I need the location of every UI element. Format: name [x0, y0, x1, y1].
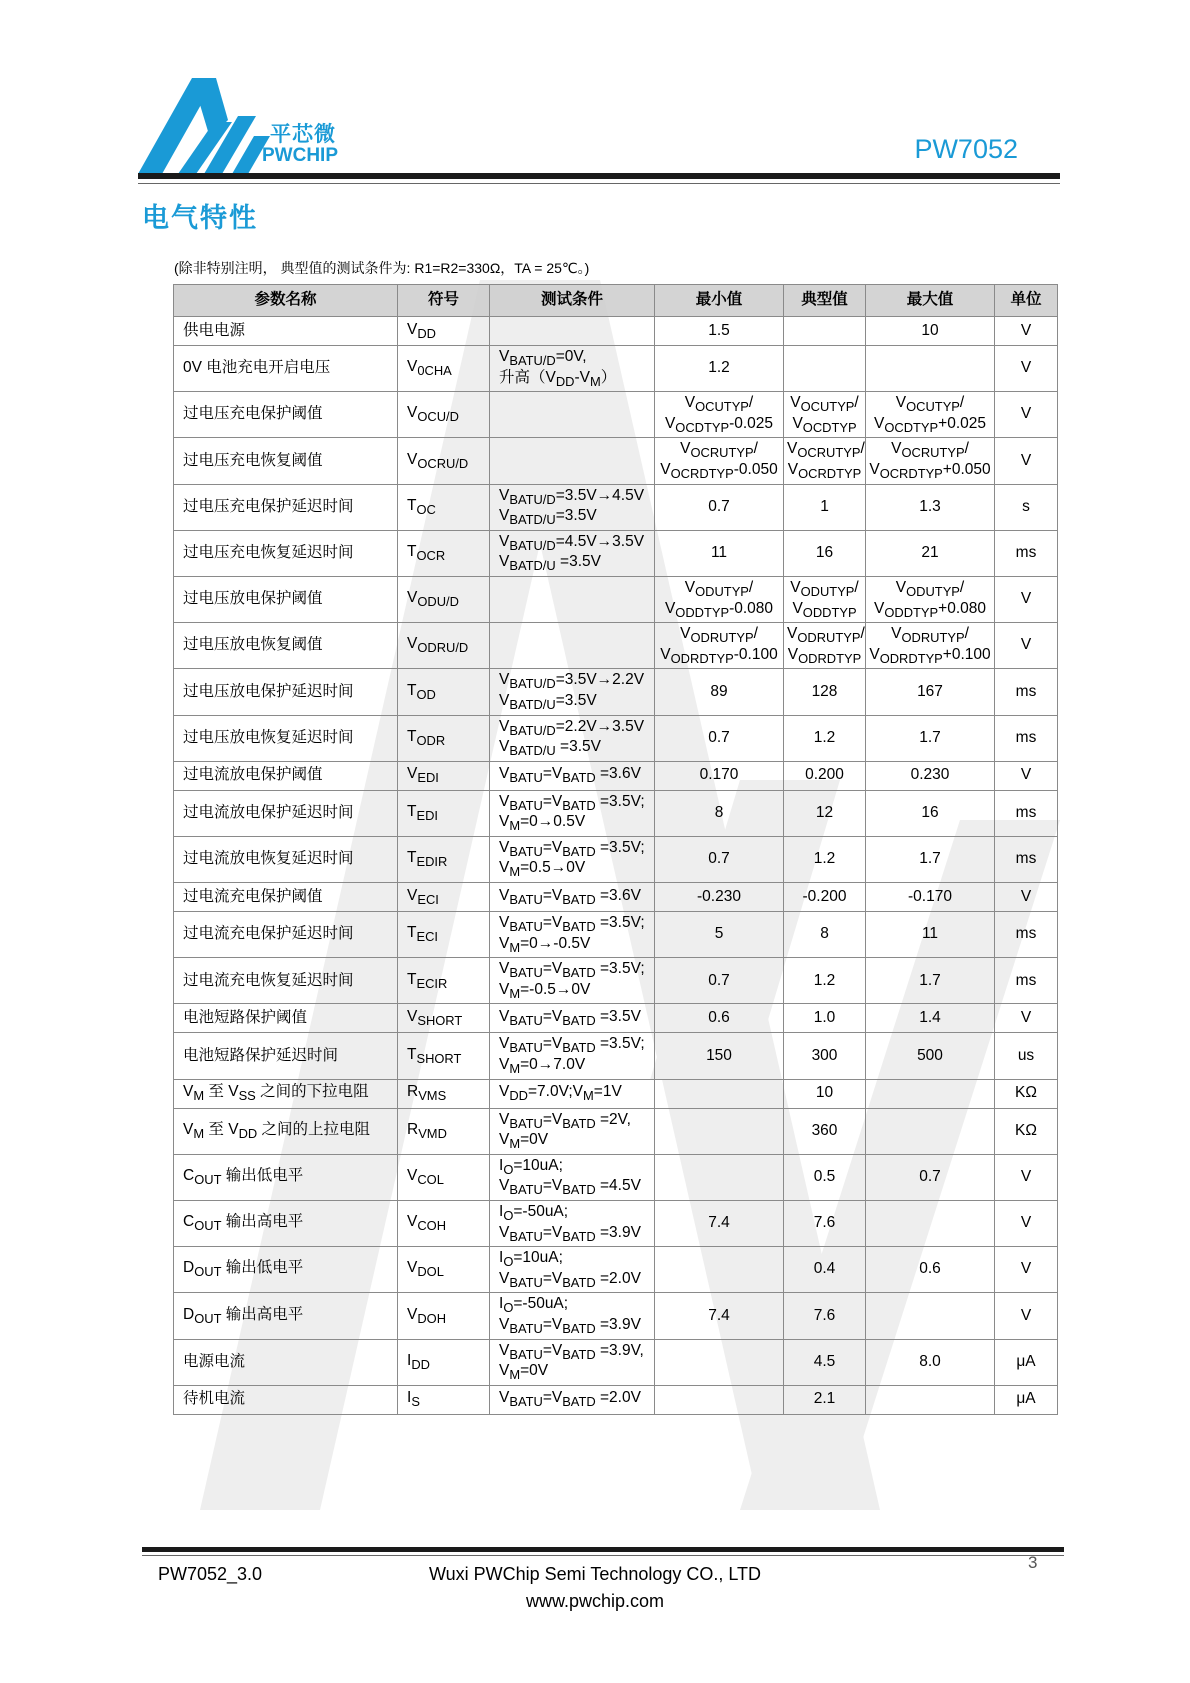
table-row	[174, 392, 1058, 438]
unit-cell: μA	[995, 1339, 1058, 1385]
table-row	[174, 1201, 1058, 1247]
table-row	[174, 346, 1058, 392]
param-name-cell: 电池短路保护延迟时间	[174, 1033, 398, 1079]
symbol-cell: $V_{OCU/D}$	[398, 392, 490, 438]
max-value-cell	[866, 1293, 995, 1339]
typ-value-cell: 10	[784, 1079, 866, 1108]
test-condition-cell: $V_{BATU}=V_{BATD} =3.5V$; $V_M=0\to 0.5V$	[490, 790, 655, 836]
table-row	[174, 1108, 1058, 1154]
typ-value-cell: 2.1	[784, 1385, 866, 1414]
min-value-cell	[655, 1108, 784, 1154]
symbol-cell: $R_{VMS}$	[398, 1079, 490, 1108]
unit-cell: ms	[995, 790, 1058, 836]
min-value-cell: 0.7	[655, 715, 784, 761]
max-value-cell: $V_{OCUTYP}/$ $V_{OCDTYP}+0.025$	[866, 392, 995, 438]
typ-value-cell: 4.5	[784, 1339, 866, 1385]
test-condition-cell	[490, 438, 655, 484]
symbol-cell: $V_{COL}$	[398, 1154, 490, 1200]
header-divider-thin	[138, 183, 1060, 184]
unit-cell: ms	[995, 669, 1058, 715]
unit-cell: V	[995, 761, 1058, 790]
max-value-cell: $V_{ODRUTYP}/$ $V_{ODRDTYP}+0.100$	[866, 623, 995, 669]
min-value-cell: 5	[655, 912, 784, 958]
table-row	[174, 761, 1058, 790]
typ-value-cell: 360	[784, 1108, 866, 1154]
param-name-cell: 0V 电池充电开启电压	[174, 346, 398, 392]
param-name-cell: 过电压放电恢复延迟时间	[174, 715, 398, 761]
table-row	[174, 1385, 1058, 1414]
param-name-cell: 过电压充电保护延迟时间	[174, 484, 398, 530]
typ-value-cell: 1.2	[784, 958, 866, 1004]
test-condition-cell: $V_{BATU}=V_{BATD} =3.5V$; $V_M=0\to 7.0V$	[490, 1033, 655, 1079]
test-condition-cell	[490, 576, 655, 622]
unit-cell: V	[995, 317, 1058, 346]
typ-value-cell: 8	[784, 912, 866, 958]
param-name-cell: $D_{OUT}$ 输出高电平	[174, 1293, 398, 1339]
test-condition-cell	[490, 317, 655, 346]
page-number: 3	[1028, 1553, 1038, 1572]
table-row	[174, 530, 1058, 576]
min-value-cell	[655, 1339, 784, 1385]
max-value-cell: -0.170	[866, 883, 995, 912]
min-value-cell: $V_{OCUTYP}/$ $V_{OCDTYP}-0.025$	[655, 392, 784, 438]
param-name-cell: $D_{OUT}$ 输出低电平	[174, 1247, 398, 1293]
typ-value-cell: 1.2	[784, 836, 866, 882]
symbol-cell: $V_{0CHA}$	[398, 346, 490, 392]
param-name-cell: $V_M$ 至 $V_{SS}$ 之间的下拉电阻	[174, 1079, 398, 1108]
test-condition-cell: $V_{BATU}=V_{BATD} =3.5V$; $V_M=-0.5\to 0V$	[490, 958, 655, 1004]
max-value-cell: 0.6	[866, 1247, 995, 1293]
test-condition-cell: $V_{BATU/D}=3.5V\to 4.5V$ $V_{BATD/U}=3.5V$	[490, 484, 655, 530]
symbol-cell: $T_{ECIR}$	[398, 958, 490, 1004]
symbol-cell: $I_{DD}$	[398, 1339, 490, 1385]
test-condition-cell: $V_{BATU}=V_{BATD} =2.0V$	[490, 1385, 655, 1414]
symbol-cell: $T_{OCR}$	[398, 530, 490, 576]
min-value-cell: $V_{ODUTYP}/$ $V_{ODDTYP}-0.080$	[655, 576, 784, 622]
table-row	[174, 1154, 1058, 1200]
typ-value-cell: 1	[784, 484, 866, 530]
symbol-cell: $V_{DD}$	[398, 317, 490, 346]
max-value-cell: 0.230	[866, 761, 995, 790]
table-row	[174, 1079, 1058, 1108]
typ-value-cell: $V_{OCUTYP}/$ $V_{OCDTYP}$	[784, 392, 866, 438]
unit-cell: ms	[995, 958, 1058, 1004]
header-param-name: 参数名称	[174, 285, 398, 317]
max-value-cell: 1.7	[866, 715, 995, 761]
symbol-cell: $V_{COH}$	[398, 1201, 490, 1247]
unit-cell: KΩ	[995, 1079, 1058, 1108]
unit-cell: V	[995, 1293, 1058, 1339]
test-condition-cell: $V_{BATU/D}=0V$, 升高$(V_{DD}-V_M)$	[490, 346, 655, 392]
typ-value-cell: 1.0	[784, 1004, 866, 1033]
param-name-cell: 过电压充电恢复阈值	[174, 438, 398, 484]
typ-value-cell: 0.4	[784, 1247, 866, 1293]
unit-cell: μA	[995, 1385, 1058, 1414]
max-value-cell: 1.3	[866, 484, 995, 530]
unit-cell: V	[995, 1201, 1058, 1247]
param-name-cell: 过电压放电保护阈值	[174, 576, 398, 622]
table-row	[174, 317, 1058, 346]
param-name-cell: 待机电流	[174, 1385, 398, 1414]
typ-value-cell: 7.6	[784, 1293, 866, 1339]
electrical-characteristics-table	[173, 284, 1058, 1415]
max-value-cell: $V_{ODUTYP}/$ $V_{ODDTYP}+0.080$	[866, 576, 995, 622]
unit-cell: V	[995, 1154, 1058, 1200]
table-row	[174, 790, 1058, 836]
typ-value-cell	[784, 346, 866, 392]
test-condition-cell: $I_O=-50uA$; $V_{BATU}=V_{BATD} =3.9V$	[490, 1293, 655, 1339]
header-symbol: 符号	[398, 285, 490, 317]
symbol-cell: $V_{EDI}$	[398, 761, 490, 790]
test-condition-cell: $V_{BATU}=V_{BATD} =2V$, $V_M=0V$	[490, 1108, 655, 1154]
min-value-cell: 8	[655, 790, 784, 836]
typ-value-cell: $V_{OCRUTYP}/$ $V_{OCRDTYP}$	[784, 438, 866, 484]
test-condition-cell: $V_{BATU}=V_{BATD} =3.5V$; $V_M=0\to-0.5V$	[490, 912, 655, 958]
test-condition-cell	[490, 392, 655, 438]
max-value-cell	[866, 1385, 995, 1414]
min-value-cell	[655, 1154, 784, 1200]
param-name-cell: $C_{OUT}$ 输出低电平	[174, 1154, 398, 1200]
typ-value-cell: 300	[784, 1033, 866, 1079]
max-value-cell	[866, 346, 995, 392]
unit-cell: us	[995, 1033, 1058, 1079]
max-value-cell: 167	[866, 669, 995, 715]
param-name-cell: 过电流放电保护延迟时间	[174, 790, 398, 836]
table-row	[174, 1004, 1058, 1033]
symbol-cell: $V_{OCRU/D}$	[398, 438, 490, 484]
typ-value-cell: 128	[784, 669, 866, 715]
section-title: 电气特性	[142, 203, 258, 233]
param-name-cell: 电池短路保护阈值	[174, 1004, 398, 1033]
table-row	[174, 912, 1058, 958]
brand-name-cn: 平芯微	[270, 123, 336, 146]
table-row	[174, 958, 1058, 1004]
unit-cell: V	[995, 438, 1058, 484]
table-row	[174, 1293, 1058, 1339]
min-value-cell: 11	[655, 530, 784, 576]
min-value-cell: 0.7	[655, 836, 784, 882]
max-value-cell: 11	[866, 912, 995, 958]
unit-cell: KΩ	[995, 1108, 1058, 1154]
max-value-cell: 1.7	[866, 958, 995, 1004]
typ-value-cell: 16	[784, 530, 866, 576]
test-condition-cell: $V_{BATU}=V_{BATD} =3.6V$	[490, 883, 655, 912]
symbol-cell: $V_{ODU/D}$	[398, 576, 490, 622]
max-value-cell	[866, 1079, 995, 1108]
param-name-cell: 过电压放电保护延迟时间	[174, 669, 398, 715]
table-row	[174, 484, 1058, 530]
symbol-cell: $T_{OC}$	[398, 484, 490, 530]
test-conditions-note: (除非特别注明， 典型值的测试条件为: R1=R2=330Ω，TA = 25℃。)	[174, 260, 590, 276]
typ-value-cell: 1.2	[784, 715, 866, 761]
max-value-cell: 0.7	[866, 1154, 995, 1200]
test-condition-cell: $V_{BATU/D}=3.5V\to 2.2V$ $V_{BATD/U}=3.5V$	[490, 669, 655, 715]
test-condition-cell: $I_O=10uA$; $V_{BATU}=V_{BATD} =2.0V$	[490, 1247, 655, 1293]
typ-value-cell: $V_{ODUTYP}/$ $V_{ODDTYP}$	[784, 576, 866, 622]
test-condition-cell: $I_O=-50uA$; $V_{BATU}=V_{BATD} =3.9V$	[490, 1201, 655, 1247]
max-value-cell: 10	[866, 317, 995, 346]
table-body	[174, 317, 1058, 1415]
min-value-cell: 0.6	[655, 1004, 784, 1033]
typ-value-cell: 7.6	[784, 1201, 866, 1247]
header-test-condition: 测试条件	[490, 285, 655, 317]
table-row	[174, 623, 1058, 669]
min-value-cell: 0.7	[655, 484, 784, 530]
max-value-cell: 16	[866, 790, 995, 836]
max-value-cell: $V_{OCRUTYP}/$ $V_{OCRDTYP}+0.050$	[866, 438, 995, 484]
min-value-cell: 0.170	[655, 761, 784, 790]
max-value-cell	[866, 1108, 995, 1154]
symbol-cell: $T_{SHORT}$	[398, 1033, 490, 1079]
table-row	[174, 883, 1058, 912]
symbol-cell: $T_{EDI}$	[398, 790, 490, 836]
unit-cell: ms	[995, 836, 1058, 882]
unit-cell: s	[995, 484, 1058, 530]
max-value-cell: 8.0	[866, 1339, 995, 1385]
unit-cell: V	[995, 883, 1058, 912]
test-condition-cell: $V_{BATU/D}=4.5V\to 3.5V$ $V_{BATD/U} =3.5V$	[490, 530, 655, 576]
typ-value-cell: 12	[784, 790, 866, 836]
min-value-cell: 150	[655, 1033, 784, 1079]
test-condition-cell: $I_O=10uA$; $V_{BATU}=V_{BATD} =4.5V$	[490, 1154, 655, 1200]
symbol-cell: $I_S$	[398, 1385, 490, 1414]
unit-cell: V	[995, 392, 1058, 438]
typ-value-cell: 0.5	[784, 1154, 866, 1200]
param-name-cell: 电源电流	[174, 1339, 398, 1385]
min-value-cell: $V_{ODRUTYP}/$ $V_{ODRDTYP}-0.100$	[655, 623, 784, 669]
param-name-cell: 过电流充电保护延迟时间	[174, 912, 398, 958]
table-row	[174, 669, 1058, 715]
max-value-cell: 1.7	[866, 836, 995, 882]
test-condition-cell: $V_{BATU}=V_{BATD} =3.5V$; $V_M=0.5\to 0V$	[490, 836, 655, 882]
typ-value-cell: $V_{ODRUTYP}/$ $V_{ODRDTYP}$	[784, 623, 866, 669]
symbol-cell: $V_{ODRU/D}$	[398, 623, 490, 669]
typ-value-cell: -0.200	[784, 883, 866, 912]
test-condition-cell: $V_{BATU}=V_{BATD} =3.9V$, $V_M=0V$	[490, 1339, 655, 1385]
param-name-cell: 过电流放电保护阈值	[174, 761, 398, 790]
test-condition-cell	[490, 623, 655, 669]
min-value-cell	[655, 1247, 784, 1293]
test-condition-cell: $V_{BATU}=V_{BATD} =3.5V$	[490, 1004, 655, 1033]
unit-cell: V	[995, 623, 1058, 669]
min-value-cell: 7.4	[655, 1293, 784, 1339]
param-name-cell: 过电压放电恢复阈值	[174, 623, 398, 669]
unit-cell: ms	[995, 912, 1058, 958]
min-value-cell: $V_{OCRUTYP}/$ $V_{OCRDTYP}-0.050$	[655, 438, 784, 484]
symbol-cell: $V_{SHORT}$	[398, 1004, 490, 1033]
param-name-cell: 过电流充电恢复延迟时间	[174, 958, 398, 1004]
param-name-cell: 过电压充电保护阈值	[174, 392, 398, 438]
footer-divider	[142, 1547, 1064, 1552]
header-divider	[138, 173, 1060, 179]
param-name-cell: $V_M$ 至 $V_{DD}$ 之间的上拉电阻	[174, 1108, 398, 1154]
header-max: 最大值	[866, 285, 995, 317]
param-name-cell: 供电电源	[174, 317, 398, 346]
table-row	[174, 715, 1058, 761]
unit-cell: V	[995, 576, 1058, 622]
header-min: 最小值	[655, 285, 784, 317]
min-value-cell: 1.5	[655, 317, 784, 346]
table-row	[174, 438, 1058, 484]
typ-value-cell: 0.200	[784, 761, 866, 790]
table-row	[174, 1033, 1058, 1079]
symbol-cell: $T_{ECI}$	[398, 912, 490, 958]
test-condition-cell: $V_{BATU/D}=2.2V\to 3.5V$ $V_{BATD/U} =3.5V$	[490, 715, 655, 761]
document-id: PW7052	[914, 134, 1018, 164]
unit-cell: V	[995, 346, 1058, 392]
unit-cell: ms	[995, 715, 1058, 761]
max-value-cell: 500	[866, 1033, 995, 1079]
min-value-cell: 1.2	[655, 346, 784, 392]
table-row	[174, 836, 1058, 882]
unit-cell: V	[995, 1247, 1058, 1293]
max-value-cell: 21	[866, 530, 995, 576]
table-row	[174, 1247, 1058, 1293]
footer-website: www.pwchip.com	[525, 1591, 665, 1611]
max-value-cell	[866, 1201, 995, 1247]
min-value-cell: 89	[655, 669, 784, 715]
param-name-cell: 过电流放电恢复延迟时间	[174, 836, 398, 882]
max-value-cell: 1.4	[866, 1004, 995, 1033]
table-row	[174, 1339, 1058, 1385]
footer-divider-thin	[142, 1555, 1064, 1556]
typ-value-cell	[784, 317, 866, 346]
symbol-cell: $T_{EDIR}$	[398, 836, 490, 882]
table-row	[174, 576, 1058, 622]
min-value-cell	[655, 1385, 784, 1414]
table-header-row	[174, 285, 1058, 317]
footer-company: Wuxi PWChip Semi Technology CO., LTD	[428, 1564, 762, 1584]
symbol-cell: $V_{ECI}$	[398, 883, 490, 912]
unit-cell: V	[995, 1004, 1058, 1033]
min-value-cell: 0.7	[655, 958, 784, 1004]
param-name-cell: 过电压充电恢复延迟时间	[174, 530, 398, 576]
symbol-cell: $T_{OD}$	[398, 669, 490, 715]
unit-cell: ms	[995, 530, 1058, 576]
param-name-cell: 过电流充电保护阈值	[174, 883, 398, 912]
test-condition-cell: $V_{DD}=7.0V;V_M=1V$	[490, 1079, 655, 1108]
footer-doc-version: PW7052_3.0	[158, 1564, 263, 1584]
symbol-cell: $V_{DOL}$	[398, 1247, 490, 1293]
min-value-cell: -0.230	[655, 883, 784, 912]
header-unit: 单位	[995, 285, 1058, 317]
brand-name-en: PWCHIP	[262, 145, 338, 166]
header-typ: 典型值	[784, 285, 866, 317]
test-condition-cell: $V_{BATU}=V_{BATD} =3.6V$	[490, 761, 655, 790]
param-name-cell: $C_{OUT}$ 输出高电平	[174, 1201, 398, 1247]
min-value-cell: 7.4	[655, 1201, 784, 1247]
symbol-cell: $V_{DOH}$	[398, 1293, 490, 1339]
symbol-cell: $R_{VMD}$	[398, 1108, 490, 1154]
symbol-cell: $T_{ODR}$	[398, 715, 490, 761]
min-value-cell	[655, 1079, 784, 1108]
